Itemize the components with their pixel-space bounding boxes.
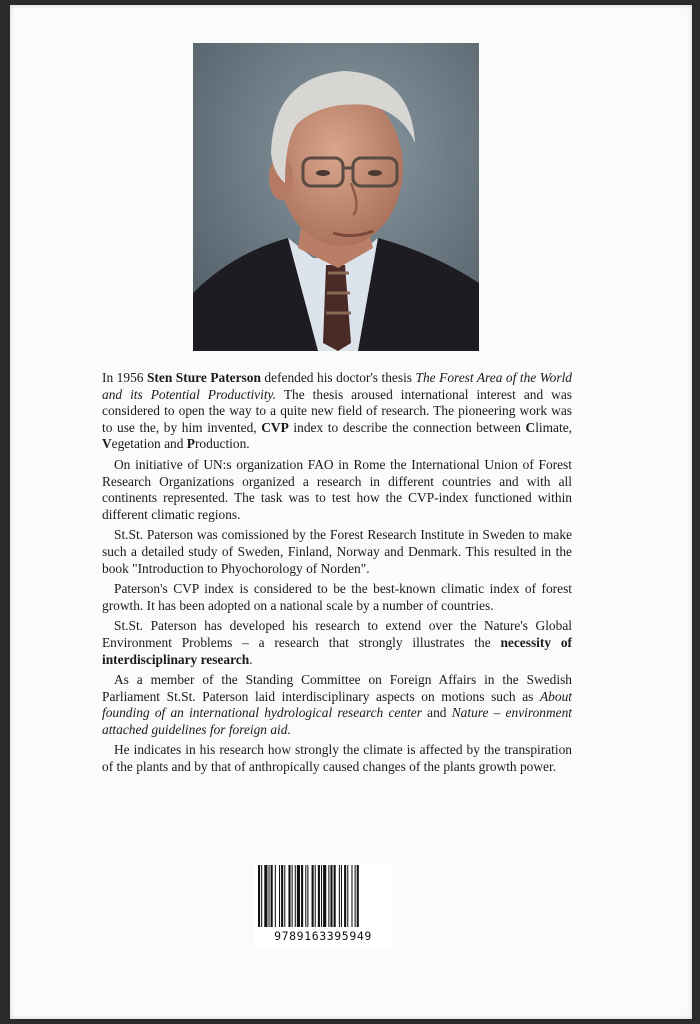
text-run: roduction.: [194, 436, 250, 452]
text-run: limate,: [535, 419, 572, 435]
barcode-bar: [339, 865, 340, 927]
text-run: He indicates in his research how strongly the climate is affected by the transpiration of the plants and by that of anthropically caused changes of the plants growth power.: [102, 742, 572, 775]
barcode-bar: [275, 865, 276, 927]
text-run: V: [102, 436, 112, 452]
barcode-bar: [312, 865, 314, 927]
text-run: defended his doctor's thesis: [260, 370, 416, 385]
text-run: About founding of an international hydrological research center: [102, 688, 572, 721]
text-run: In 1956: [102, 370, 147, 385]
barcode-bar: [288, 865, 290, 927]
text-run: C: [525, 419, 536, 435]
barcode-bar: [301, 865, 303, 927]
barcode-bar: [284, 865, 285, 927]
barcode-bar: [315, 865, 316, 927]
text-run: CVP: [261, 419, 289, 435]
barcode-bars: [254, 863, 392, 929]
barcode-bar: [295, 865, 296, 927]
barcode-bar: [264, 865, 267, 927]
barcode-bar: [351, 865, 352, 927]
barcode-bar: [328, 865, 329, 927]
text-run: and: [421, 705, 452, 721]
text-run: Nature – environment attached guidelines for foreign aid.: [102, 705, 572, 737]
text-run: .: [249, 651, 253, 667]
text-run: As a member of the Standing Committee on Foreign Affairs in the Swedish Parliament St.St. Paterson laid interdisciplinary aspects on motions such as: [102, 672, 572, 704]
barcode-bar: [258, 865, 260, 927]
paragraph-1: [102, 370, 572, 453]
barcode-bar: [281, 865, 283, 927]
author-portrait-drawing: [193, 43, 479, 351]
barcode-bar: [297, 865, 300, 927]
isbn-number: 9789163395949: [274, 929, 372, 943]
barcode-bar: [347, 865, 348, 927]
barcode-bar: [307, 865, 308, 927]
barcode-bar: [271, 865, 273, 927]
text-run: On initiative of UN:s organization FAO in Rome the International Union of Forest Research Organizations organized a research in different countries and with all continents represented. The task was to test how the CVP-index functioned within different climatic regions.: [102, 456, 572, 522]
paragraph-4: [102, 581, 572, 614]
barcode-bar: [334, 865, 336, 927]
barcode-bar: [330, 865, 332, 927]
barcode-bar: [341, 865, 342, 927]
barcode-bar: [344, 865, 346, 927]
paragraph-2: [102, 457, 572, 523]
barcode-bar: [279, 865, 280, 927]
author-portrait: [193, 43, 479, 351]
text-run: St.St. Paterson has developed his research to extend over the Nature's Global Environment Problems – a research that strongly illustrates the: [102, 618, 572, 650]
text-run: necessity of interdisciplinary research: [102, 634, 573, 667]
barcode-bar: [292, 865, 293, 927]
text-run: The Forest Area of the World and its Potential Productivity.: [102, 370, 572, 402]
text-run: Sten Sture Paterson: [146, 370, 261, 385]
text-run: P: [186, 436, 195, 452]
text-run: egetation and: [111, 436, 187, 452]
paragraph-5: [102, 618, 572, 668]
text-run: The thesis aroused international interest and was considered to open the way to a quite new field of research. The pioneering work was to use the, by him invented,: [102, 386, 573, 435]
barcode-bar: [305, 865, 306, 927]
barcode-bar: [323, 865, 326, 927]
text-run: St.St. Paterson was comissioned by the Forest Research Institute in Sweden to make such a detailed study of Sweden, Finland, Norway and Denmark. This resulted in the book "Introduction to Phyochorology of Norden".: [102, 527, 572, 576]
biography-text: [102, 370, 572, 780]
text-run: index to describe the connection between: [288, 419, 526, 435]
paragraph-6: [102, 672, 572, 738]
barcode-bar: [318, 865, 320, 927]
barcode-bar: [261, 865, 262, 927]
barcode-bar: [321, 865, 322, 927]
book-back-cover: [10, 5, 692, 1019]
barcode-bar: [355, 865, 356, 927]
paragraph-3: [102, 527, 572, 577]
isbn-barcode: [254, 863, 392, 949]
text-run: Paterson's CVP index is considered to be the best-known climatic index of forest growth. It has been adopted on a national scale by a number of countries.: [102, 581, 572, 613]
paragraph-7: [102, 742, 572, 775]
barcode-bar: [269, 865, 270, 927]
barcode-bar: [357, 865, 359, 927]
